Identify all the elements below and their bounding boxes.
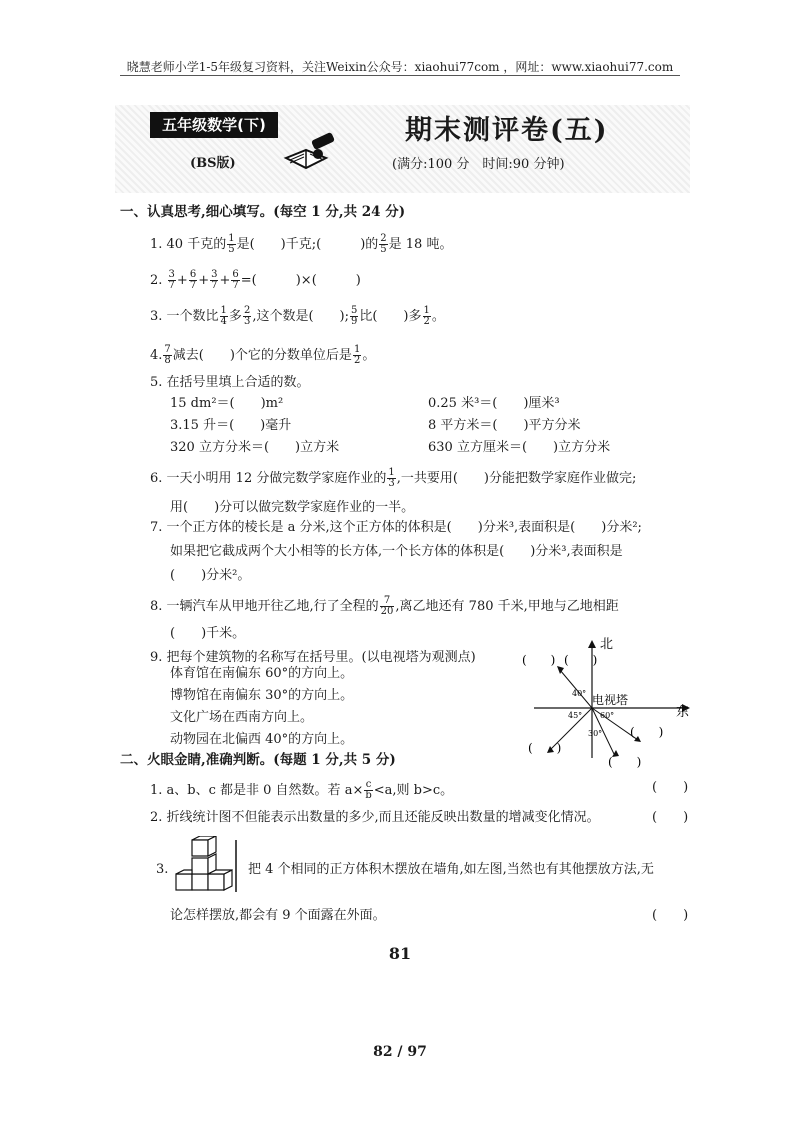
north-arrow-icon bbox=[588, 640, 596, 648]
question-7-line2: 如果把它截成两个大小相等的长方体,一个长方体的体积是( )分米³,表面积是 bbox=[170, 544, 623, 559]
judge-answer-3[interactable]: ( ) bbox=[652, 908, 689, 923]
fraction: $\frac{2}{5}$ bbox=[380, 233, 387, 255]
q8-text-b: ,离乙地还有 780 千米,甲地与乙地相距 bbox=[395, 599, 619, 614]
q4-num: 4. bbox=[150, 348, 163, 363]
q4-text-b: 减去( )个它的分数单位后是 bbox=[172, 348, 352, 363]
question-9-head: 9. 把每个建筑物的名称写在括号里。(以电视塔为观测点) bbox=[150, 650, 476, 665]
section1-heading: 一、认真思考,细心填写。(每空 1 分,共 24 分) bbox=[120, 204, 406, 220]
question-3 bbox=[150, 306, 445, 327]
angle-40: 40° bbox=[572, 689, 587, 698]
angle-30: 30° bbox=[588, 729, 603, 738]
question-7-line3: ( )分米²。 bbox=[170, 568, 251, 583]
fraction: $\frac{1}{4}$ bbox=[220, 305, 227, 327]
book-telescope-icon bbox=[282, 128, 342, 178]
q9-item-4: 动物园在北偏西 40°的方向上。 bbox=[170, 732, 354, 747]
fraction: $\frac{6}{7}$ bbox=[189, 269, 197, 291]
fraction: $\frac{1}{2}$ bbox=[423, 305, 430, 327]
question-5-head: 5. 在括号里填上合适的数。 bbox=[150, 375, 310, 390]
q1-text-b: 是( )千克;( )的 bbox=[236, 237, 379, 252]
angle-60: 60° bbox=[600, 711, 615, 720]
header-divider bbox=[120, 75, 680, 76]
q9-item-3: 文化广场在西南方向上。 bbox=[170, 710, 314, 725]
q5-row3-left: 320 立方分米＝( )立方米 bbox=[170, 440, 340, 455]
pager: 82 / 97 bbox=[373, 1044, 427, 1060]
direction-diagram bbox=[520, 636, 700, 768]
q3-text-e: 。 bbox=[431, 309, 445, 324]
q2-text-b: =( )×( ) bbox=[240, 273, 361, 288]
blank-nw: ( ) bbox=[522, 653, 556, 667]
q5-row1-right: 0.25 米³＝( )厘米³ bbox=[428, 396, 560, 411]
question-6-line2: 用( )分可以做完数学家庭作业的一半。 bbox=[170, 500, 415, 515]
judge-answer-2[interactable]: ( ) bbox=[652, 810, 689, 825]
east-label: 东 bbox=[676, 705, 690, 720]
judge-question-3-line2: 论怎样摆放,都会有 9 个面露在外面。 bbox=[170, 908, 386, 923]
grade-badge: 五年级数学(下) bbox=[150, 112, 278, 138]
question-2 bbox=[150, 270, 361, 291]
question-6 bbox=[150, 468, 636, 489]
q5-row3-right: 630 立方厘米＝( )立方分米 bbox=[428, 440, 611, 455]
fraction: $\frac{7}{8}$ bbox=[164, 344, 171, 366]
judge-question-3-num: 3. bbox=[156, 862, 169, 877]
question-8 bbox=[150, 596, 619, 617]
q3-text-d: 比( )多 bbox=[359, 309, 422, 324]
q6-text-b: ,一共要用( )分能把数学家庭作业做完; bbox=[396, 471, 637, 486]
question-7-line1: 7. 一个正方体的棱长是 a 分米,这个正方体的体积是( )分米³,表面积是( )分米²; bbox=[150, 520, 642, 535]
angle-45: 45° bbox=[568, 711, 583, 720]
q1-text-c: 是 18 吨。 bbox=[388, 237, 453, 252]
j1-text-b: <a,则 b>c。 bbox=[373, 783, 454, 798]
judge-question-2: 2. 折线统计图不但能表示出数量的多少,而且还能反映出数量的增减变化情况。 bbox=[150, 810, 600, 825]
fraction: $\frac{3}{7}$ bbox=[211, 269, 218, 291]
fraction: $\frac{c}{b}$ bbox=[365, 779, 372, 801]
q3-text-c: ,这个数是( ); bbox=[252, 309, 349, 324]
fraction: $\frac{1}{3}$ bbox=[388, 467, 395, 489]
q1-text-a: 1. 40 千克的 bbox=[150, 237, 227, 252]
q5-row2-right: 8 平方米＝( )平方分米 bbox=[428, 418, 581, 433]
question-1 bbox=[150, 234, 452, 255]
cubes-figure bbox=[172, 836, 240, 896]
section2-heading: 二、火眼金睛,准确判断。(每题 1 分,共 5 分) bbox=[120, 752, 396, 768]
fraction: $\frac{3}{7}$ bbox=[168, 269, 175, 291]
fraction: $\frac{2}{3}$ bbox=[243, 305, 251, 327]
exam-meta: (满分:100 分 时间:90 分钟) bbox=[392, 157, 565, 172]
center-label: 电视塔 bbox=[592, 693, 629, 707]
header-note: 晓慧老师小学1-5年级复习资料，关注Weixin公众号：xiaohui77com ，网址：www.xiaohui77.com bbox=[126, 60, 674, 74]
plus-sign: + bbox=[176, 273, 188, 288]
north-label: 北 bbox=[600, 637, 614, 652]
q5-row2-left: 3.15 升＝( )毫升 bbox=[170, 418, 292, 433]
blank-se: ( ) bbox=[630, 725, 664, 739]
judge-answer-1[interactable]: ( ) bbox=[652, 780, 689, 795]
page-number: 81 bbox=[388, 944, 412, 963]
question-4 bbox=[150, 345, 375, 366]
blank-n: ( ) bbox=[564, 653, 598, 667]
q3-text-a: 3. 一个数比 bbox=[150, 309, 219, 324]
judge-question-1 bbox=[150, 780, 453, 801]
plus-sign: + bbox=[219, 273, 231, 288]
fraction: $\frac{1}{5}$ bbox=[228, 233, 235, 255]
j1-text-a: 1. a、b、c 都是非 0 自然数。若 a× bbox=[150, 783, 364, 798]
q6-text-a: 6. 一天小明用 12 分做完数学家庭作业的 bbox=[150, 471, 387, 486]
question-8-line2: ( )千米。 bbox=[170, 626, 246, 641]
q5-row1-left: 15 dm²＝( )m² bbox=[170, 396, 284, 411]
blank-sw: ( ) bbox=[528, 741, 562, 755]
fraction: $\frac{5}{9}$ bbox=[350, 305, 358, 327]
page-title: 期末测评卷(五) bbox=[405, 115, 609, 146]
plus-sign: + bbox=[198, 273, 210, 288]
fraction: $\frac{1}{2}$ bbox=[353, 344, 361, 366]
fraction: $\frac{6}{7}$ bbox=[232, 269, 239, 291]
blank-s: ( ) bbox=[608, 755, 642, 768]
q9-item-1: 体育馆在南偏东 60°的方向上。 bbox=[170, 666, 354, 681]
q3-text-b: 多 bbox=[228, 309, 242, 324]
q9-item-2: 博物馆在南偏东 30°的方向上。 bbox=[170, 688, 354, 703]
fraction: $\frac{7}{20}$ bbox=[380, 595, 394, 617]
q4-text-c: 。 bbox=[362, 348, 376, 363]
edition-label: (BS版) bbox=[190, 156, 236, 171]
judge-question-3-line1: 把 4 个相同的正方体积木摆放在墙角,如左图,当然也有其他摆放方法,无 bbox=[248, 862, 654, 877]
q8-text-a: 8. 一辆汽车从甲地开往乙地,行了全程的 bbox=[150, 599, 379, 614]
q2-num: 2. bbox=[150, 273, 163, 288]
